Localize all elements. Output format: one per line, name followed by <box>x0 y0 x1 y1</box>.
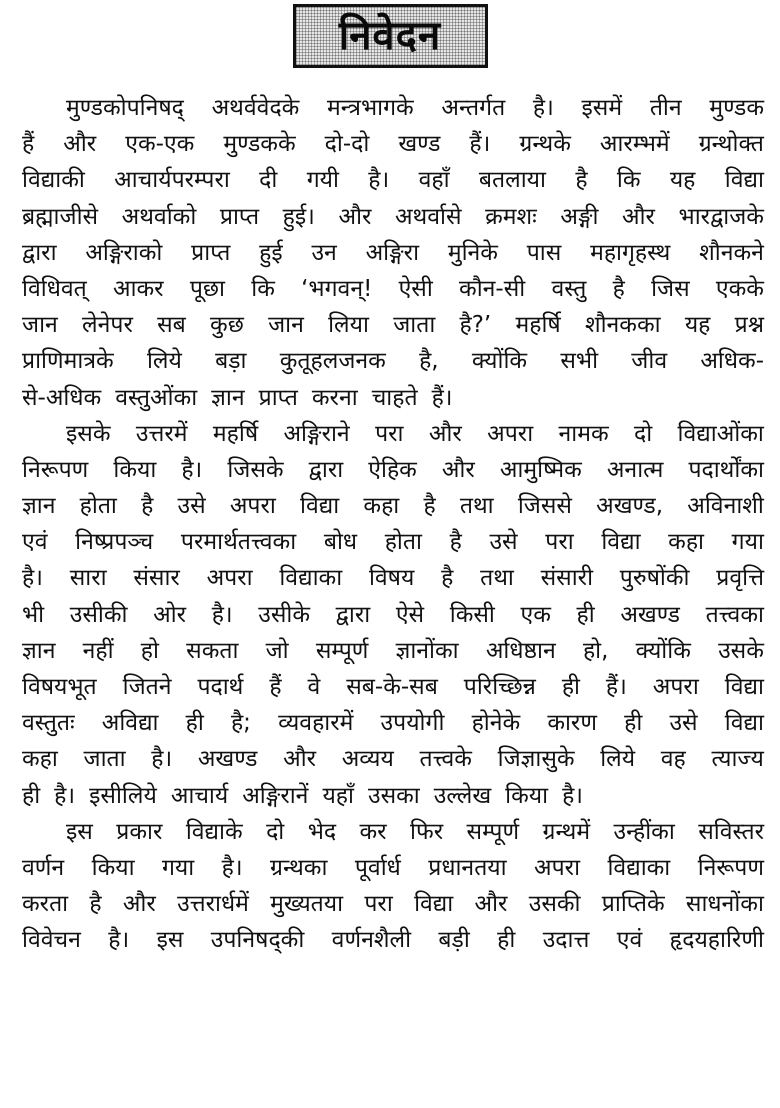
word: यह <box>684 312 711 339</box>
word: विषय <box>368 565 415 592</box>
word: महागृहस्थ <box>590 239 671 266</box>
word: वस्तु <box>551 275 587 302</box>
word: कुतूहलजनक <box>279 348 386 375</box>
word: है। <box>368 167 390 194</box>
text-line <box>22 307 764 343</box>
word: कहा <box>668 529 705 556</box>
word: द्वारा <box>22 239 57 266</box>
word: उसे <box>669 710 698 737</box>
word: क्योंकि <box>635 637 691 664</box>
word: कि <box>251 275 275 302</box>
word: कुछ <box>210 312 244 339</box>
word: द्वारा <box>308 456 344 483</box>
word: पदार्थोंका <box>688 456 764 483</box>
word: निरूपण <box>697 854 764 881</box>
word: हो <box>140 637 159 664</box>
word: गया <box>731 529 764 556</box>
word: जाता <box>83 746 126 773</box>
word: ही <box>185 710 204 737</box>
word: नामक <box>558 420 609 447</box>
word: उल्लेख <box>433 782 492 809</box>
word: विद्या <box>414 891 454 918</box>
word: एक <box>520 601 551 628</box>
word: हो, <box>582 637 609 664</box>
word: भी <box>22 601 45 628</box>
word: ही <box>561 674 580 700</box>
word: कहा <box>363 493 400 520</box>
word: ऐसी <box>398 275 433 302</box>
word: ज्ञान <box>211 384 245 411</box>
word: ग्रन्थके <box>519 131 571 158</box>
word: पूर्वार्ध <box>354 854 401 881</box>
word: उसके <box>718 637 764 664</box>
paragraph <box>22 416 764 814</box>
word: यहाँ <box>322 782 354 809</box>
word: अविद्या <box>101 710 159 737</box>
word: बतलाया <box>478 167 546 194</box>
word: और <box>338 203 372 230</box>
word: मुख्यतया <box>270 891 344 918</box>
word: प्रवृत्ति <box>716 565 764 592</box>
word: अङ्गिराने <box>283 420 350 447</box>
word: पुरुषोंकी <box>619 565 690 592</box>
word: अपरा <box>652 674 699 700</box>
word: उदात्त <box>542 927 590 954</box>
word: विद्या <box>724 674 764 700</box>
word: आरम्भमें <box>599 131 670 158</box>
word: है। <box>221 854 243 881</box>
word: तथा <box>480 565 514 592</box>
paragraph <box>22 814 764 959</box>
word: आचार्यपरम्परा <box>114 167 230 194</box>
word: शौनकने <box>699 239 764 266</box>
word: मुनिके <box>447 239 498 266</box>
word: अङ्गिराको <box>85 239 163 266</box>
word: वे <box>307 674 321 700</box>
word: बोध <box>323 529 358 556</box>
word: किया <box>91 854 135 881</box>
text-line <box>22 416 764 452</box>
word: किया <box>113 456 157 483</box>
word: पूछा <box>189 275 225 302</box>
text-line <box>22 343 764 379</box>
word: त्याज्य <box>711 746 764 773</box>
word: पदार्थ <box>197 674 244 700</box>
word: है <box>441 565 454 592</box>
text-line <box>22 597 764 633</box>
word: विद्या <box>300 493 340 520</box>
word: लिया <box>328 312 369 339</box>
word: शौनकका <box>584 312 661 339</box>
word: सब <box>157 312 186 339</box>
word: वस्तुओंका <box>115 384 198 411</box>
word: परमार्थतत्त्वका <box>180 529 297 556</box>
word: दी <box>259 167 278 194</box>
word: दो-दो <box>324 131 370 158</box>
word: जाता <box>393 312 436 339</box>
word: है <box>141 493 154 520</box>
document-body <box>22 90 764 959</box>
word: लिये <box>146 348 182 375</box>
word: परा <box>364 891 393 918</box>
word: उसीकी <box>69 601 128 628</box>
word: प्राप्त <box>258 384 298 411</box>
word: वस्तुतः <box>22 710 75 737</box>
word: साधनोंका <box>685 891 764 918</box>
word: जान <box>268 312 304 339</box>
word: नहीं <box>82 637 114 664</box>
word: मुण्डकोपनिषद् <box>66 95 184 121</box>
word: अनात्म <box>606 456 664 483</box>
word: है। <box>181 456 203 483</box>
word: अपरा <box>534 854 581 881</box>
word: एवं <box>22 529 48 556</box>
word: ही <box>22 782 41 809</box>
text-line <box>22 886 764 922</box>
word: हैं <box>22 131 35 158</box>
text-line <box>22 90 764 126</box>
word: है <box>89 891 102 918</box>
word: ऐहिक <box>368 456 417 483</box>
word: विद्याका <box>279 565 343 592</box>
word: है। <box>22 565 43 592</box>
word: सविस्तर <box>698 818 764 845</box>
word: अङ्गिरानें <box>242 782 309 809</box>
word: क्रमशः <box>485 203 537 230</box>
word: प्रकार <box>116 818 163 845</box>
word: अथर्वासे <box>394 203 462 230</box>
word: है। <box>532 95 554 121</box>
word: उत्तरार्धमें <box>177 891 249 918</box>
word: खण्ड <box>398 131 441 158</box>
word: कर <box>359 818 387 845</box>
word: जिसके <box>227 456 284 483</box>
word: परा <box>545 529 574 556</box>
word: करना <box>311 384 358 411</box>
word: इस <box>156 927 184 954</box>
word: सकता <box>186 637 239 664</box>
word: अपरा <box>229 493 276 520</box>
word: है <box>575 167 588 194</box>
word: मुण्डक <box>709 95 764 121</box>
word: पास <box>526 239 562 266</box>
word: अन्तर्गत <box>441 95 506 121</box>
word: है। <box>108 927 130 954</box>
word: ज्ञान <box>22 493 56 520</box>
word: संसारी <box>540 565 594 592</box>
word: है। <box>151 746 173 773</box>
word: तत्त्वका <box>705 601 764 628</box>
word: कारण <box>547 710 597 737</box>
word: इसमें <box>581 95 623 121</box>
text-line <box>22 560 764 596</box>
word: जिज्ञासुके <box>497 746 575 773</box>
word: अखण्ड, <box>596 493 664 520</box>
word: व्यवहारमें <box>278 710 354 737</box>
word: वर्णनशैली <box>331 927 412 954</box>
text-line <box>22 235 764 271</box>
page-title: निवेदन <box>338 13 442 59</box>
word: विद्या <box>724 710 764 737</box>
word: विषयभूत <box>22 674 97 700</box>
word: किया <box>505 782 549 809</box>
title-container <box>0 4 780 68</box>
word: यह <box>669 167 696 194</box>
word: ज्ञानोंका <box>395 637 459 664</box>
word: ही <box>576 601 595 628</box>
word: करता <box>22 891 69 918</box>
word: इसके <box>66 420 111 447</box>
word: हैं। <box>431 384 453 411</box>
word: है। <box>211 601 233 628</box>
word: विधिवत् <box>22 275 87 302</box>
word: सभी <box>560 348 599 375</box>
word: चाहते <box>371 384 418 411</box>
word: अङ्गिरा <box>365 239 420 266</box>
word: तथा <box>459 493 494 520</box>
word: विवेचन <box>22 927 81 954</box>
word: विद्याके <box>185 818 243 845</box>
word: जीव <box>631 348 668 375</box>
word: ही <box>497 927 516 954</box>
word: है?’ <box>459 312 492 339</box>
word: बड़ा <box>215 348 247 375</box>
word: वर्णन <box>22 854 65 881</box>
word: विद्याओंका <box>677 420 764 447</box>
word: भारद्वाजके <box>678 203 764 230</box>
word: और <box>428 420 462 447</box>
word: उन्हींका <box>613 818 675 845</box>
word: उसे <box>177 493 206 520</box>
word: कौन-सी <box>459 275 526 302</box>
word: मुण्डकके <box>223 131 296 158</box>
word: दो <box>634 420 653 447</box>
text-line <box>22 524 764 560</box>
word: गयी <box>306 167 339 194</box>
word: अधिष्ठान <box>485 637 556 664</box>
word: प्राप्तिके <box>601 891 665 918</box>
text-line <box>22 488 764 524</box>
word: जो <box>265 637 289 664</box>
word: विद्या <box>601 529 641 556</box>
word: जितने <box>122 674 172 700</box>
word: एक-एक <box>125 131 195 158</box>
text-line <box>22 778 764 814</box>
word: निष्प्रपञ्च <box>75 529 154 556</box>
word: प्रधानतया <box>428 854 507 881</box>
word: है, <box>419 348 439 375</box>
word: महर्षि <box>212 420 259 447</box>
word: क्योंकि <box>471 348 528 375</box>
word: ज्ञान <box>22 637 56 664</box>
word: फिर <box>410 818 444 845</box>
word: इसीलिये <box>89 782 157 809</box>
word: हैं। <box>469 131 491 158</box>
word: होता <box>384 529 422 556</box>
word: प्राप्त <box>191 239 231 266</box>
word: है <box>612 275 625 302</box>
word: निरूपण <box>22 456 89 483</box>
word: है <box>423 493 436 520</box>
word: हृदयहारिणी <box>669 927 764 954</box>
word: ब्रह्माजीसे <box>22 203 99 230</box>
word: कहा <box>22 746 58 773</box>
word: उत्तरमें <box>135 420 188 447</box>
word: आमुष्मिक <box>499 456 582 483</box>
word: अव्यय <box>341 746 394 773</box>
word: वह <box>660 746 686 773</box>
word: हैं। <box>605 674 627 700</box>
word: उपयोगी <box>380 710 445 737</box>
word: उसकी <box>528 891 581 918</box>
word: और <box>122 891 156 918</box>
word: अधिक- <box>700 348 764 375</box>
word: अखण्ड <box>620 601 680 628</box>
word: है। <box>54 782 76 809</box>
word: भेद <box>307 818 337 845</box>
word: सारा <box>69 565 107 592</box>
word: और <box>441 456 475 483</box>
word: प्राणिमात्रके <box>22 348 114 375</box>
text-line <box>22 271 764 307</box>
word: ओर <box>153 601 187 628</box>
word: लेनेपर <box>82 312 133 339</box>
word: सम्पूर्ण <box>315 637 369 664</box>
word: बड़ी <box>438 927 470 954</box>
text-line <box>22 705 764 741</box>
text-line <box>22 922 764 958</box>
word: प्रश्न <box>734 312 764 339</box>
word: एकके <box>715 275 764 302</box>
word: ही <box>624 710 643 737</box>
word: जिससे <box>517 493 572 520</box>
text-line <box>22 452 764 488</box>
word: सम्पूर्ण <box>466 818 520 845</box>
word: अविनाशी <box>687 493 764 520</box>
word: विद्या <box>724 167 764 194</box>
word: आचार्य <box>170 782 229 809</box>
word: हुई। <box>282 203 315 230</box>
word: आकर <box>113 275 164 302</box>
paragraph <box>22 90 764 416</box>
word: से-अधिक <box>22 384 102 411</box>
word: अथर्वाको <box>121 203 197 230</box>
word: अथर्ववेदके <box>211 95 300 121</box>
word: द्वारा <box>335 601 371 628</box>
word: अङ्गी <box>560 203 599 230</box>
word: होता <box>79 493 117 520</box>
word: ग्रन्थमें <box>542 818 591 845</box>
word: परिच्छिन्न <box>463 674 536 700</box>
word: इस <box>66 818 93 845</box>
word: दो <box>266 818 285 845</box>
word: जान <box>22 312 58 339</box>
text-line <box>22 199 764 235</box>
word: और <box>63 131 97 158</box>
word: गया <box>161 854 195 881</box>
word: है; <box>230 710 251 737</box>
word: किसी <box>449 601 495 628</box>
word: हुई <box>259 239 283 266</box>
text-line <box>22 669 764 705</box>
word: अपरा <box>206 565 253 592</box>
word: प्राप्त <box>219 203 260 230</box>
word: एवं <box>616 927 643 954</box>
word: परा <box>375 420 404 447</box>
word: और <box>474 891 508 918</box>
word: होनेके <box>471 710 521 737</box>
word: लिये <box>600 746 636 773</box>
word: जिस <box>651 275 690 302</box>
word: हैं <box>269 674 282 700</box>
word: उन <box>311 239 337 266</box>
word: कि <box>616 167 641 194</box>
text-line <box>22 633 764 669</box>
word: विद्याकी <box>22 167 85 194</box>
word: अपरा <box>487 420 534 447</box>
word: अखण्ड <box>197 746 258 773</box>
word: है <box>449 529 462 556</box>
word: ग्रन्थका <box>269 854 328 881</box>
word: महर्षि <box>515 312 561 339</box>
word: तीन <box>649 95 682 121</box>
word: सब-के-सब <box>346 674 438 700</box>
text-line <box>22 380 764 416</box>
word: और <box>283 746 317 773</box>
word: ‘भगवन्! <box>301 275 373 302</box>
word: संसार <box>133 565 180 592</box>
word: उसीके <box>258 601 311 628</box>
title-box <box>293 4 488 68</box>
word: ग्रन्थोक्त <box>698 131 764 158</box>
word: वहाँ <box>418 167 450 194</box>
word: विद्याका <box>607 854 671 881</box>
text-line <box>22 126 764 162</box>
text-line <box>22 741 764 777</box>
word: तत्त्वके <box>419 746 472 773</box>
word: मन्त्रभागके <box>327 95 414 121</box>
text-line <box>22 850 764 886</box>
word: और <box>622 203 655 230</box>
text-line <box>22 814 764 850</box>
word: उसे <box>489 529 518 556</box>
word: ऐसे <box>395 601 425 628</box>
word: उपनिषद्की <box>210 927 305 954</box>
word: उसका <box>367 782 420 809</box>
word: है। <box>562 782 583 809</box>
text-line <box>22 162 764 198</box>
